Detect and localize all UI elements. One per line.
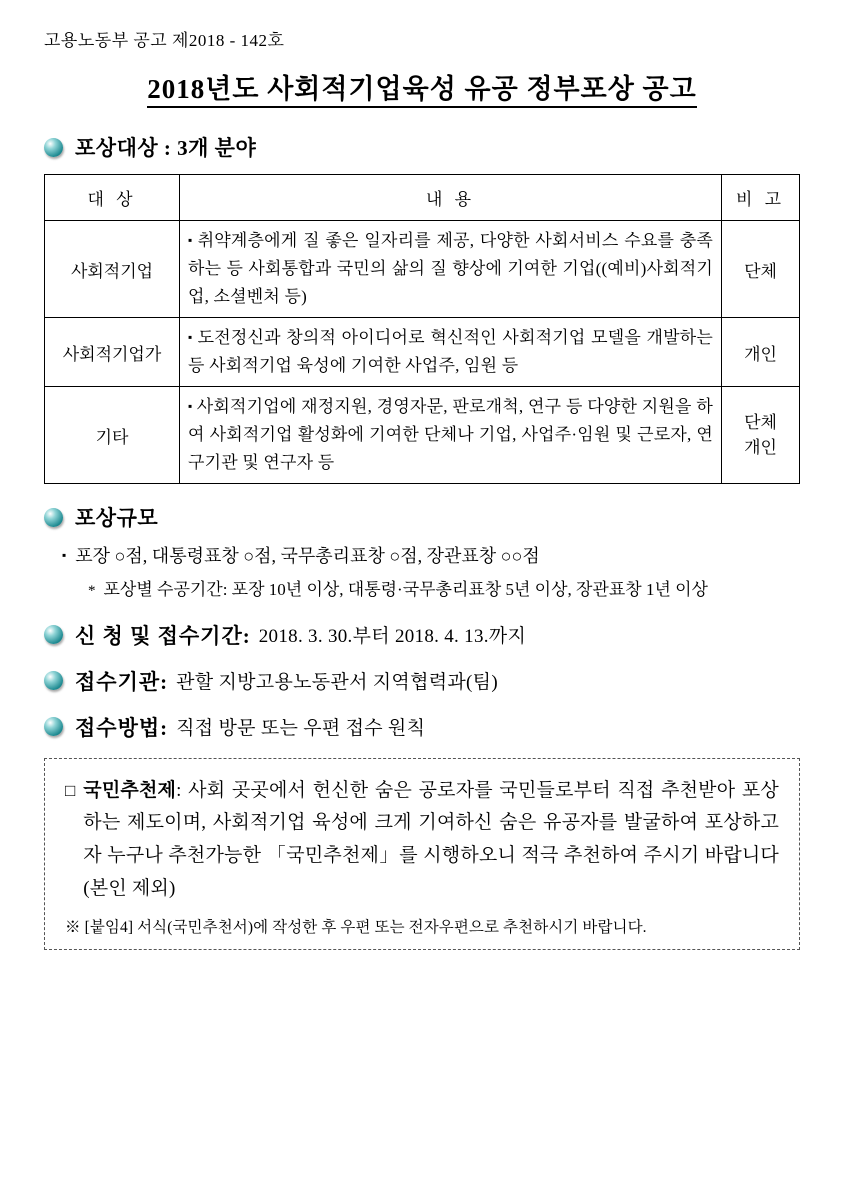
application-period-label: 신 청 및 접수기간:: [75, 623, 251, 648]
square-bullet-icon: ▪: [188, 233, 194, 247]
table-header-target: 대 상: [45, 175, 180, 221]
table-cell-content-text: 도전정신과 창의적 아이디어로 혁신적인 사회적기업 모델을 개발하는 등 사회적기업 육성에 기여한 사업주, 임원 등: [188, 328, 713, 376]
list-item: [62, 542, 800, 568]
table-cell-note-line1: 단체: [744, 412, 777, 432]
table-cell-content: [180, 221, 722, 318]
application-agency-value: 관할 지방고용노동관서 지역협력과(팀): [176, 672, 498, 694]
table-cell-content-text: 취약계층에게 질 좋은 일자리를 제공, 다양한 사회서비스 수요를 충족하는 등 사회통합과 국민의 삶의 질 향상에 기여한 기업((예비)사회적기업, 소셜벤처 등): [188, 231, 713, 307]
table-header-note: 비 고: [722, 175, 800, 221]
table-cell-content: [180, 318, 722, 387]
page-title: [44, 67, 800, 106]
table-row: [45, 221, 800, 318]
bullet-sphere-icon: [44, 671, 63, 690]
section-heading-award-target-label: 포상대상 : 3개 분야: [75, 136, 257, 160]
recommendation-body-text: : 사회 곳곳에서 헌신한 숨은 공로자를 국민들로부터 직접 추천받아 포상하는 제도이며, 사회적기업 육성에 크게 기여하신 숨은 유공자를 발굴하여 포상하고자 누구나 추천가능한 「국민추천제」를 시행하오니 적극 추천하여 주시기 바랍니다(본인 제외): [83, 779, 779, 899]
application-method-label: 접수방법:: [75, 715, 169, 740]
list-item: [88, 576, 800, 603]
table-cell-content: [180, 387, 722, 484]
table-row: [45, 318, 800, 387]
bullet-sphere-icon: [44, 508, 63, 527]
table-cell-note: 개인: [722, 318, 800, 387]
square-bullet-icon: ▪: [62, 548, 67, 563]
section-heading-award-scale: [44, 502, 800, 532]
recommendation-footnote: ※ [붙임4] 서식(국민추천서)에 작성한 후 우편 또는 전자우편으로 추천하시기 바랍니다.: [65, 919, 647, 937]
award-target-table: [44, 174, 800, 484]
section-heading-award-scale-label: 포상규모: [75, 506, 159, 531]
application-period-row: [44, 620, 800, 650]
asterisk-bullet-icon: *: [88, 583, 96, 600]
table-cell-target: 사회적기업: [45, 221, 180, 318]
application-agency-row: [44, 666, 800, 696]
square-bullet-icon: ▪: [188, 330, 194, 345]
table-header-content: 내 용: [180, 175, 722, 221]
application-agency-label: 접수기관:: [75, 669, 169, 694]
section-heading-award-target: [44, 132, 800, 162]
award-scale-item-text: 포장 ○점, 대통령표창 ○점, 국무총리표창 ○점, 장관표창 ○○점: [75, 546, 540, 567]
table-cell-note-line2: 개인: [744, 438, 777, 458]
bullet-sphere-icon: [44, 138, 63, 157]
recommendation-box: [44, 758, 800, 951]
application-method-value: 직접 방문 또는 우편 접수 원칙: [176, 718, 426, 740]
bullet-sphere-icon: [44, 625, 63, 644]
table-cell-target: 기타: [45, 387, 180, 484]
recommendation-main: [65, 775, 779, 906]
table-header-row: [45, 175, 800, 221]
table-row: [45, 387, 800, 484]
bullet-sphere-icon: [44, 717, 63, 736]
notice-number: 고용노동부 공고 제2018 - 142호: [44, 31, 285, 50]
square-bullet-icon: ▪: [188, 399, 193, 414]
table-cell-content-text: 사회적기업에 재정지원, 경영자문, 판로개척, 연구 등 다양한 지원을 하여 사회적기업 활성화에 기여한 단체나 기업, 사업주·임원 및 근로자, 연구기관 및 연구자 등: [188, 397, 713, 473]
table-cell-note: 단체: [722, 221, 800, 318]
recommendation-body: [83, 775, 779, 906]
application-period-value: 2018. 3. 30.부터 2018. 4. 13.까지: [258, 626, 527, 648]
application-method-row: [44, 712, 800, 742]
empty-checkbox-icon: □: [65, 780, 76, 800]
table-cell-target: 사회적기업가: [45, 318, 180, 387]
award-scale-subitem-text: 포상별 수공기간: 포장 10년 이상, 대통령·국무총리표창 5년 이상, 장관표창 1년 이상: [103, 580, 708, 600]
page-title-text: 2018년도 사회적기업육성 유공 정부포상 공고: [147, 74, 696, 108]
table-cell-note: [722, 387, 800, 484]
recommendation-title: 국민추천제: [83, 779, 177, 801]
